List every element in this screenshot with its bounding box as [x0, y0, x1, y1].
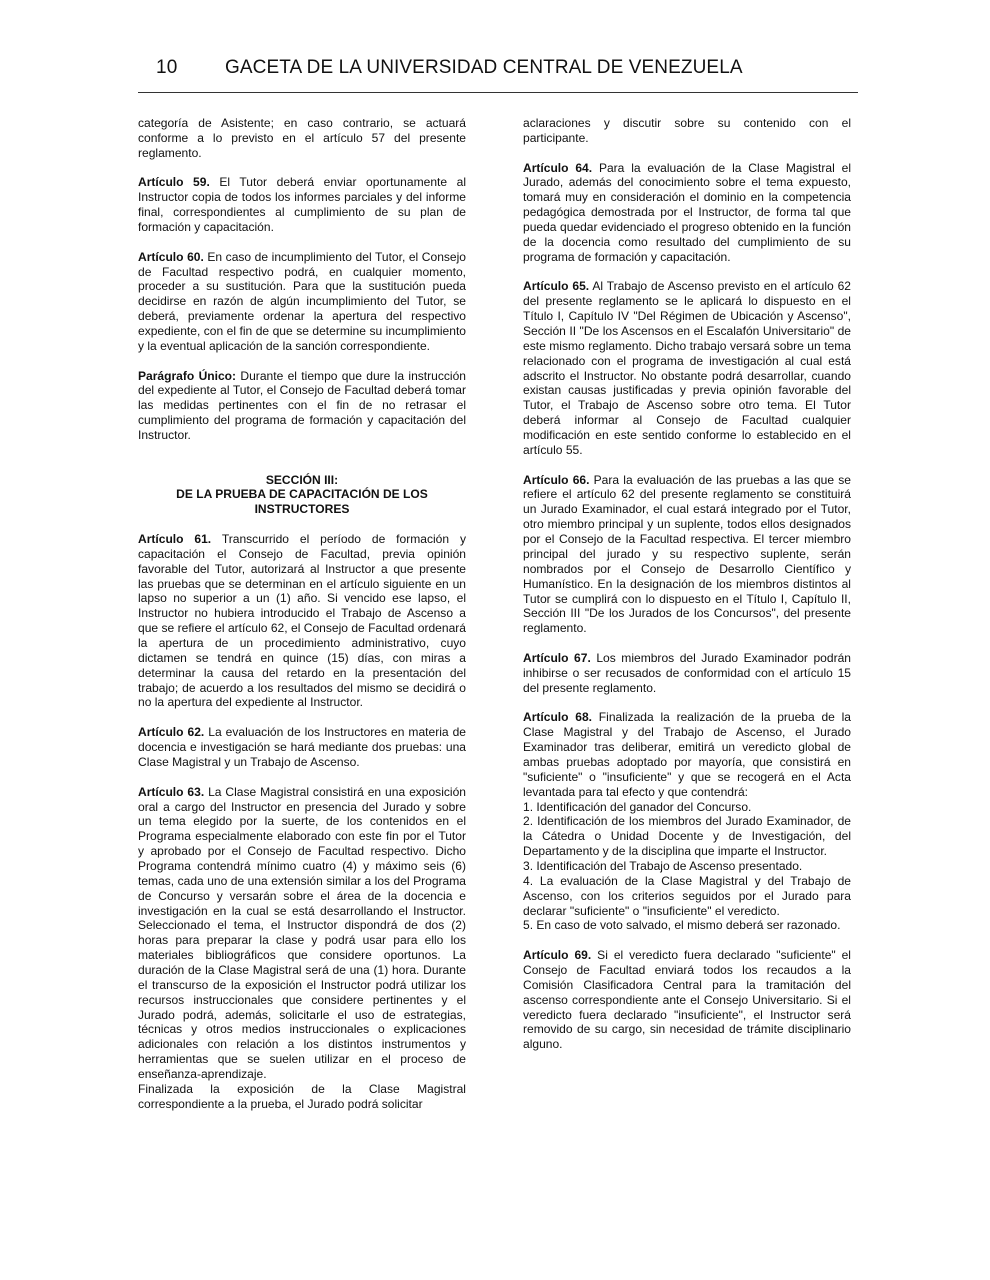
list-item: 4. La evaluación de la Clase Magistral y del Trabajo de Ascenso, con los criterios seguidos por el Jurado para declarar "suficiente" o "insuficiente" el veredicto.: [523, 873, 851, 918]
article-63-label: Artículo 63.: [138, 784, 205, 799]
article-59-text: El Tutor deberá enviar oportunamente al Instructor copia de todos los informes parciales y del informe final, correspondientes al cumplimiento de su plan de formación y capacitación.: [138, 175, 466, 235]
article-59-label: Artículo 59.: [138, 175, 210, 190]
article-69-text: Si el veredicto fuera declarado "suficiente" el Consejo de Facultad enviará todos los recaudos a la Comisión Clasificadora Central para la tramitación del ascenso correspondiente ante el Consejo Universitario. Si el veredicto fuera declarado "insuficiente", el Instructor será removido de su cargo, sin necesidad de trámite disciplinario alguno.: [523, 948, 851, 1052]
article-66-label: Artículo 66.: [523, 472, 590, 487]
list-item: 5. En caso de voto salvado, el mismo deberá ser razonado.: [523, 918, 841, 933]
article-63: [138, 785, 466, 1082]
article-67: [523, 651, 851, 696]
article-68-list: [523, 800, 851, 934]
article-67-label: Artículo 67.: [523, 650, 591, 665]
article-67-text: Los miembros del Jurado Examinador podrán inhibirse o ser recusados de conformidad con el artículo 15 del presente reglamento.: [523, 650, 851, 695]
article-62: [138, 725, 466, 770]
paragrafo-unico-text: Durante el tiempo que dure la instrucción del expediente al Tutor, el Consejo de Facultad deberá tomar las medidas pertinentes con el fin de no retrasar el cumplimiento del programa de formación y capacitación del Instructor.: [138, 368, 466, 443]
article-68-label: Artículo 68.: [523, 710, 593, 725]
article-65-text: Al Trabajo de Ascenso previsto en el artículo 62 del presente reglamento se le aplicará lo dispuesto en el Título I, Capítulo IV "Del Régimen de Ubicación y Ascenso", Sección II "De los Ascensos en el Escalafón Universitario" de este mismo reglamento. Dicho trabajo versará sobre un tema relacionado con el programa de investigación al cual está adscrito el Instructor. No obstante podrá desarrollar, cuando existan causas justificadas y previa opinión favorable del Tutor, el Trabajo de Ascenso sobre otro tema. El Tutor deberá informar al Consejo de Facultad cualquier modificación en este sentido conforme lo establecido en el artículo 55.: [523, 279, 852, 457]
article-61: [138, 532, 466, 710]
section-title-line-2: DE LA PRUEBA DE CAPACITACIÓN DE LOS: [176, 487, 428, 502]
paragrafo-unico-label: Parágrafo Único:: [138, 368, 237, 383]
paragrafo-unico: [138, 369, 466, 443]
article-59: [138, 175, 466, 234]
article-66-text: Para la evaluación de las pruebas a las que se refiere el artículo 62 del presente reglamento se constituirá un Jurado Examinador, el cual estará integrado por el Tutor, otro miembro principal y un suplente, todos ellos designados por el Consejo de la Facultad respectiva. El tercer miembro principal del jurado y su respectivo suplente, serán nombrados por el Consejo de Desarrollo Científico y Humanístico. En la designación de los miembros distintos al Tutor se cumplirá con lo dispuesto en el Título I, Capítulo II, Sección III "De los Jurados de los Concursos", del presente reglamento.: [523, 472, 851, 636]
list-item: 2. Identificación de los miembros del Jurado Examinador, de la Cátedra o Unidad Docente y de Investigación, del Departamento y de la disciplina que imparte el Instructor.: [523, 814, 851, 859]
article-66: [523, 473, 851, 636]
continued-paragraph: aclaraciones y discutir sobre su contenido con el participante.: [523, 116, 851, 145]
article-64-text: Para la evaluación de la Clase Magistral el Jurado, además del conocimiento sobre el tema expuesto, tomará muy en consideración el dominio en la competencia pedagógica demostrada por el Instructor, de forma tal que pueda quedar evidenciado el progreso obtenido en la función de la docencia como resultado del cumplimiento de su programa de formación y capacitación.: [523, 160, 851, 264]
page-number: 10: [156, 57, 178, 78]
continued-paragraph: categoría de Asistente; en caso contrario, se actuará conforme a lo previsto en el artículo 57 del presente reglamento.: [138, 116, 466, 160]
page-header: [138, 56, 858, 93]
section-title-line-1: SECCIÓN III:: [265, 472, 339, 487]
article-60-text: En caso de incumplimiento del Tutor, el Consejo de Facultad respectivo podrá, en cualquier momento, proceder a su sustitución. Para que la sustitución pueda decidirse en razón de algún incumplimiento del Tutor, se deberá, previamente ordenar la apertura del respectivo expediente, con el fin de que se determine su incumplimiento y la eventual aplicación de la sanción correspondiente.: [138, 249, 466, 353]
article-63-text: La Clase Magistral consistirá en una exposición oral a cargo del Instructor en presencia del Jurado y sobre un tema elegido por la suerte, de los contenidos en el Programa especialmente elaborado con este fin por el Tutor y aprobado por el Consejo de Facultad respectivo. Dicho Programa contendrá mínimo cuatro (4) y máximo seis (6) temas, cada uno de una extensión similar a los del Programa de Concurso y versarán sobre el área de la docencia e investigación en la cual se está desarrollando el Instructor. Seleccionado el tema, el Instructor dispondrá de dos (2) horas para preparar la clase y podrá usar para ello los materiales bibliográficos que considere oportunos. La duración de la Clase Magistral será de una (1) hora. Durante el transcurso de la exposición el Instructor podrá utilizar los recursos instruccionales que considere pertinentes y el Jurado podrá, además, solicitarle el uso de estrategias, técnicas y otros medios instruccionales o explicaciones adicionales con relación a los distintos instrumentos y herramientas que se suelen utilizar en el proceso de enseñanza-aprendizaje.: [138, 784, 466, 1081]
article-61-text: Transcurrido el período de formación y capacitación el Consejo de Facultad, previa opinión favorable del Tutor, autorizará al Instructor a que presente las pruebas que se determinan en el artículo siguiente en un lapso no superior a un (1) año. Si vencido ese lapso, el Instructor no hubiera introducido el Trabajo de Ascenso a que se refiere el artículo 62, el Consejo de Facultad ordenará la apertura de un procedimiento administrativo, cuyo dictamen se tendrá en quince (15) días, con miras a determinar la causa del retardo en la presentación del trabajo; de acuerdo a los resultados del mismo se decidirá o no la apertura del expediente al Instructor.: [138, 532, 466, 710]
article-63-continuation: Finalizada la exposición de la Clase Magistral correspondiente a la prueba, el Jurado podrá solicitar: [138, 1081, 466, 1111]
article-60: [138, 250, 466, 354]
article-69: [523, 948, 851, 1052]
list-item: 1. Identificación del ganador del Concurso.: [523, 799, 752, 814]
article-61-label: Artículo 61.: [138, 532, 212, 547]
section-heading: [138, 473, 466, 518]
article-65: [523, 279, 851, 457]
section-title-line-3: INSTRUCTORES: [254, 502, 350, 517]
gazette-title: GACETA DE LA UNIVERSIDAD CENTRAL DE VENEZUELA: [225, 57, 743, 78]
article-62-label: Artículo 62.: [138, 725, 205, 740]
right-column: [523, 116, 851, 1067]
article-60-label: Artículo 60.: [138, 249, 204, 264]
article-65-label: Artículo 65.: [523, 279, 590, 294]
article-64: [523, 161, 851, 265]
article-69-label: Artículo 69.: [523, 948, 592, 963]
left-column: [138, 116, 466, 1112]
article-64-label: Artículo 64.: [523, 160, 593, 175]
article-68-text: Finalizada la realización de la prueba de la Clase Magistral y del Trabajo de Ascenso, el Jurado Examinador tras deliberar, emitirá un veredicto global de ambas pruebas adoptado por mayoría, que consistirá en "suficiente" o "insuficiente" y que se recogerá en el Acta levantada para tal efecto y que contendrá:: [523, 710, 851, 799]
article-62-text: La evaluación de los Instructores en materia de docencia e investigación se hará mediante dos pruebas: una Clase Magistral y un Trabajo de Ascenso.: [138, 725, 466, 769]
article-68: [523, 710, 851, 799]
list-item: 3. Identificación del Trabajo de Ascenso presentado.: [523, 858, 803, 873]
